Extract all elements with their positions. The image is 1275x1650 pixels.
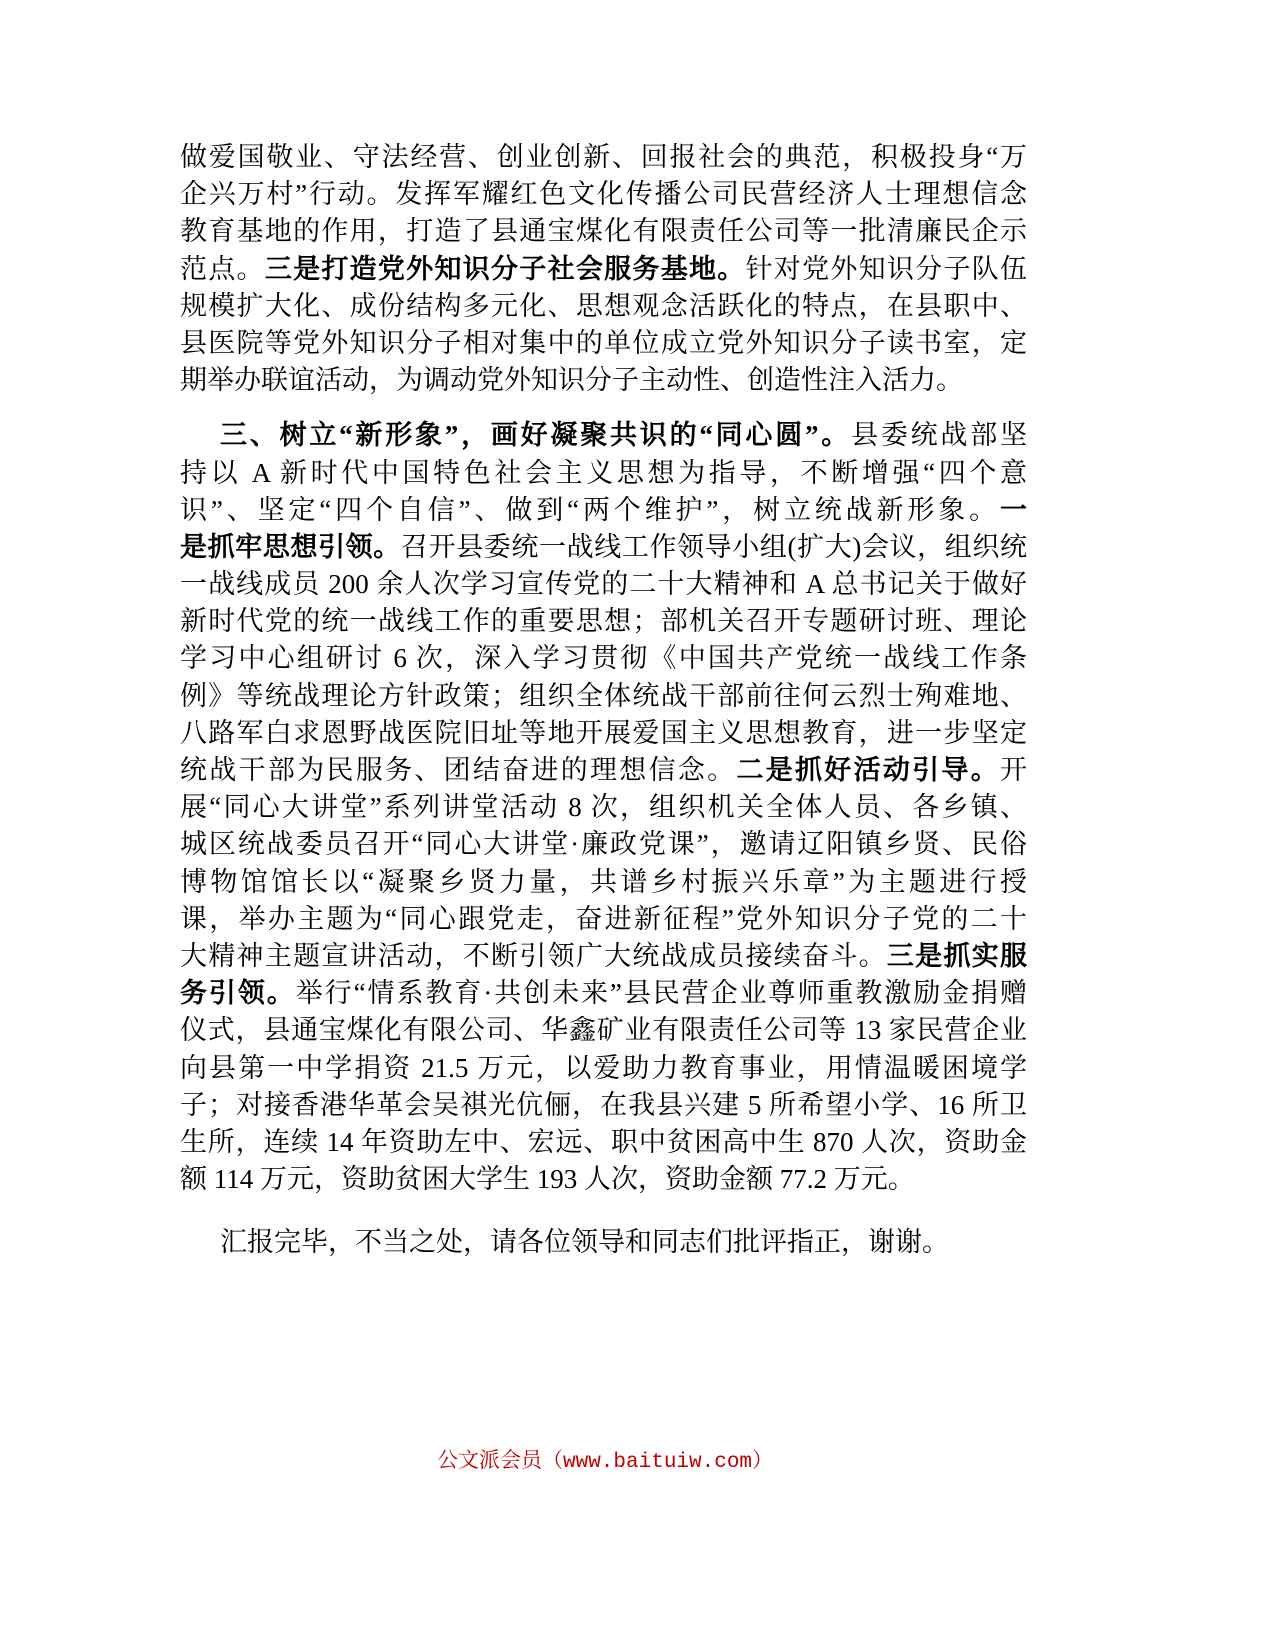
footer-member-label: 公文派会员（ (437, 1448, 563, 1472)
text-line (180, 325, 1027, 362)
text-line (180, 139, 1027, 176)
text-line (180, 455, 1027, 492)
text-line (180, 492, 1027, 529)
bold-text-run: 三是抓实服 (886, 940, 1027, 971)
text-line (180, 251, 1027, 288)
text-line (180, 789, 1027, 826)
text-line (180, 1050, 1027, 1087)
text-run: 教育基地的作用，打造了县通宝煤化有限责任公司等一批清廉民企示 (180, 216, 1027, 247)
text-line (180, 1124, 1027, 1161)
text-run: 例》等统战理论方针政策；组织全体统战干部前往何云烈士殉难地、 (180, 680, 1027, 711)
text-run: 八路军白求恩野战医院旧址等地开展爱国主义思想教育，进一步坚定 (180, 717, 1027, 748)
paragraph (180, 139, 1027, 399)
bold-text-run: 二是抓好活动引导。 (736, 755, 1001, 785)
text-run: 统战干部为民服务、团结奋进的理想信念。 (180, 755, 737, 785)
text-run: 汇报完毕，不当之处，请各位领导和同志们批评指正，谢谢。 (220, 1227, 949, 1258)
text-line (180, 640, 1027, 677)
text-run: 博物馆馆长以“凝聚乡贤力量，共谱乡村振兴乐章”为主题进行授 (180, 866, 1027, 897)
text-line (180, 362, 1027, 399)
text-run: 展“同心大讲堂”系列讲堂活动 8 次，组织机关全体人员、各乡镇、 (180, 792, 1027, 823)
text-run: 做爱国敬业、守法经营、创业创新、回报社会的典范，积极投身“万 (180, 142, 1027, 172)
text-run: 举行“情系教育·共创未来”县民营企业尊师重教激励金捐赠 (295, 978, 1027, 1009)
text-run: 期举办联谊活动，为调动党外知识分子主动性、创造性注入活力。 (180, 365, 963, 396)
text-line (180, 603, 1027, 640)
text-line (180, 715, 1027, 752)
text-run: 生所，连续 14 年资助左中、宏远、职中贫困高中生 870 人次，资助金 (180, 1126, 1027, 1157)
text-line (180, 566, 1027, 603)
bold-text-run: 三是打造党外知识分子社会服务基地。 (264, 253, 746, 284)
text-line (180, 864, 1027, 901)
paragraph (180, 1224, 1027, 1261)
text-line (180, 975, 1027, 1012)
text-line (180, 213, 1027, 250)
text-run: 企兴万村”行动。发挥军耀红色文化传播公司民营经济人士理想信念 (180, 179, 1027, 210)
bold-text-run: 是抓牢思想引领。 (180, 531, 401, 562)
text-line (180, 752, 1027, 789)
text-run: 一战线成员 200 余人次学习宣传党的二十大精神和 A 总书记关于做好 (180, 569, 1027, 600)
text-line (180, 529, 1027, 566)
bold-text-run: 务引领。 (180, 978, 296, 1009)
footer-watermark (437, 1446, 773, 1477)
text-run: 学习中心组研讨 6 次，深入学习贯彻《中国共产党统一战线工作条 (180, 643, 1027, 674)
footer-url: www.baituiw.com (563, 1451, 753, 1474)
text-run: 持以 A 新时代中国特色社会主义思想为指导，不断增强“四个意 (180, 457, 1027, 488)
document-body (180, 139, 1027, 1261)
text-line (180, 176, 1027, 213)
text-line (180, 1161, 1027, 1198)
text-run: 县医院等党外知识分子相对集中的单位成立党外知识分子读书室，定 (180, 327, 1027, 358)
text-run: 识”、坚定“四个自信”、做到“两个维护”，树立统战新形象。 (180, 494, 1000, 525)
text-run: 课，举办主题为“同心跟党走，奋进新征程”党外知识分子党的二十 (180, 903, 1027, 934)
text-line (180, 1012, 1027, 1049)
text-line (180, 1087, 1027, 1124)
text-run: 范点。 (180, 253, 265, 284)
text-line (180, 288, 1027, 325)
text-line (180, 938, 1027, 975)
text-run: 新时代党的统一战线工作的重要思想；部机关召开专题研讨班、理论 (180, 606, 1027, 637)
text-run: 额 114 万元，资助贫困大学生 193 人次，资助金额 77.2 万元。 (180, 1164, 915, 1195)
text-run: 召开县委统一战线工作领导小组(扩大)会议，组织统 (400, 531, 1027, 562)
footer-close-paren: ） (752, 1448, 774, 1472)
text-run: 大精神主题宣讲活动，不断引领广大统战成员接续奋斗。 (180, 940, 887, 971)
text-run: 县委统战部坚 (851, 420, 1027, 451)
text-run: 开 (1000, 755, 1027, 785)
paragraph (180, 417, 1027, 1198)
text-run: 仪式，县通宝煤化有限公司、华鑫矿业有限责任公司等 13 家民营企业 (180, 1015, 1027, 1046)
bold-text-run: 三、树立“新形象”，画好凝聚共识的“同心圆”。 (220, 420, 852, 451)
text-run: 向县第一中学捐资 21.5 万元，以爱助力教育事业，用情温暖困境学 (180, 1052, 1027, 1083)
bold-text-run: 一 (1000, 494, 1027, 525)
text-line (180, 826, 1027, 863)
text-run: 城区统战委员召开“同心大讲堂·廉政党课”，邀请辽阳镇乡贤、民俗 (180, 829, 1027, 860)
text-run: 子；对接香港华革会吴祺光伉俪，在我县兴建 5 所希望小学、16 所卫 (180, 1089, 1027, 1120)
text-line (180, 417, 1027, 454)
text-run: 规模扩大化、成份结构多元化、思想观念活跃化的特点，在县职中、 (180, 290, 1027, 321)
text-run: 针对党外知识分子队伍 (745, 253, 1027, 284)
text-line (180, 1224, 1027, 1261)
text-line (180, 901, 1027, 938)
text-line (180, 678, 1027, 715)
